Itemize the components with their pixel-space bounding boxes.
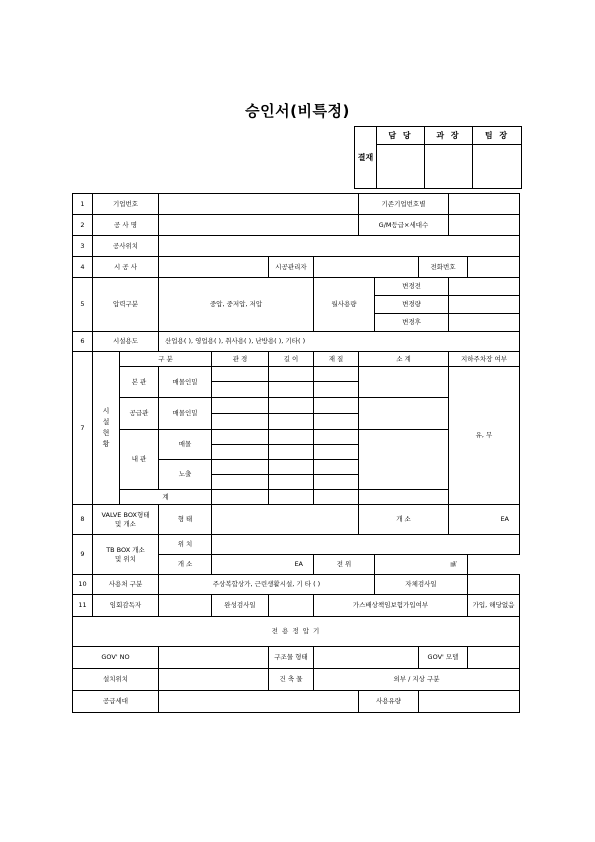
col-header-material: 재 질 <box>314 352 359 367</box>
cell-input[interactable] <box>314 475 359 490</box>
field-label: 전화번호 <box>419 257 468 278</box>
total-diameter[interactable] <box>212 490 269 505</box>
cell-input[interactable] <box>269 398 314 414</box>
field-label: G/M등급×세대수 <box>359 215 449 236</box>
valve-box-count-label: 개 소 <box>359 505 449 535</box>
page-title: 승인서(비특정) <box>245 102 350 120</box>
cell-input[interactable] <box>314 430 359 445</box>
total-material[interactable] <box>314 490 359 505</box>
cell-input[interactable] <box>212 475 269 490</box>
valve-box-count-field[interactable]: EA <box>449 505 520 535</box>
field-label: 임회감독자 <box>93 595 159 617</box>
usage-after-label: 변경후 <box>375 314 449 332</box>
tb-box-location-label: 위 치 <box>159 535 212 555</box>
row-no: 11 <box>73 595 93 617</box>
supply-households-field[interactable] <box>159 691 359 713</box>
project-name-field[interactable] <box>159 215 359 236</box>
cell-input[interactable] <box>269 460 314 475</box>
field-label: 설치위치 <box>73 669 159 691</box>
cell-input[interactable] <box>212 430 269 445</box>
row-no: 1 <box>73 194 93 215</box>
approval-sign-gwajang[interactable] <box>425 145 473 189</box>
row-no: 7 <box>73 352 93 505</box>
field-label: 완성검사일 <box>212 595 269 617</box>
approval-sign-damdang[interactable] <box>377 145 425 189</box>
main-pipe-label: 본 관 <box>120 367 159 398</box>
total-length[interactable] <box>269 490 314 505</box>
field-label: 자체검사일 <box>375 575 468 595</box>
field-label: 시설용도 <box>93 332 159 352</box>
tb-box-count-label: 개 소 <box>159 555 212 575</box>
row-no: 8 <box>73 505 93 535</box>
structure-type-field[interactable] <box>314 647 419 669</box>
cell-input[interactable] <box>314 367 359 382</box>
cell-input[interactable] <box>269 430 314 445</box>
facility-use-options[interactable]: 산업용( ), 영업용( ), 취사용( ), 난방용( ), 기타( ) <box>159 332 520 352</box>
dedicated-governor-header: 전 용 정 압 기 <box>73 617 520 647</box>
col-header-parking: 지하주차장 여부 <box>449 352 520 367</box>
cell-input[interactable] <box>212 367 269 382</box>
facility-status-label: 시 설 현 황 <box>93 352 120 505</box>
approval-form <box>72 193 520 713</box>
potential-field[interactable]: ㎷ <box>375 555 468 575</box>
field-label: 건 축 물 <box>269 669 314 691</box>
gov-model-field[interactable] <box>468 647 520 669</box>
cell-input[interactable] <box>314 382 359 398</box>
pressure-options[interactable]: 중압, 중저압, 저압 <box>159 278 314 332</box>
supply-pipe-label: 공급관 <box>120 398 159 430</box>
gov-no-field[interactable] <box>159 647 269 669</box>
buried-label: 매몰 <box>159 430 212 460</box>
field-label: 기존기업번호별 <box>359 194 449 215</box>
valve-box-type-label: 형 태 <box>159 505 212 535</box>
field-label: 공사위치 <box>93 236 159 257</box>
usage-flow-field[interactable] <box>419 691 520 713</box>
subtotal-supply-pipe[interactable] <box>359 398 449 430</box>
install-location-field[interactable] <box>159 669 269 691</box>
cell-input[interactable] <box>212 445 269 460</box>
project-location-field[interactable] <box>159 236 520 257</box>
col-header-subtotal: 소 계 <box>359 352 449 367</box>
existing-company-no-field[interactable] <box>449 194 520 215</box>
supervisor-field[interactable] <box>159 595 212 617</box>
field-label: GOV' NO <box>73 647 159 669</box>
row-no: 3 <box>73 236 93 257</box>
field-label: 기업번호 <box>93 194 159 215</box>
install-type-options[interactable]: 외부 / 지상 구분 <box>314 669 520 691</box>
field-label: TB BOX 개소 및 위치 <box>93 535 159 575</box>
field-label: 압력구분 <box>93 278 159 332</box>
approval-box <box>354 126 522 189</box>
contractor-field[interactable] <box>159 257 269 278</box>
tb-box-location-field[interactable] <box>212 535 520 555</box>
field-label: 구조물 형태 <box>269 647 314 669</box>
field-label: 시 공 사 <box>93 257 159 278</box>
field-label: VALVE BOX형태 및 개소 <box>93 505 159 535</box>
field-label: 월사용량 <box>314 278 375 332</box>
site-manager-field[interactable] <box>314 257 419 278</box>
usage-change-field[interactable] <box>449 296 520 314</box>
cell-input[interactable] <box>314 414 359 430</box>
phone-field[interactable] <box>468 257 520 278</box>
buried-insulated-label: 매몰인밀 <box>159 367 212 398</box>
field-label: GOV' 모델 <box>419 647 468 669</box>
cell-input[interactable] <box>212 398 269 414</box>
cell-input[interactable] <box>269 414 314 430</box>
row-no: 10 <box>73 575 93 595</box>
row-no: 6 <box>73 332 93 352</box>
parking-yes-no[interactable]: 유, 무 <box>449 367 520 505</box>
approval-col-damdang: 담 당 <box>377 127 425 145</box>
cell-input[interactable] <box>269 475 314 490</box>
self-inspection-date-field[interactable] <box>468 575 520 595</box>
field-label: 가스배상책임보험가입여부 <box>314 595 468 617</box>
col-header-diameter: 관 경 <box>212 352 269 367</box>
row-no: 5 <box>73 278 93 332</box>
approval-col-gwajang: 과 장 <box>425 127 473 145</box>
usage-place-options[interactable]: 주상복합상가, 근린생활시설, 기 타 ( ) <box>159 575 375 595</box>
total-subtotal[interactable] <box>359 490 449 505</box>
approval-col-timjang: 팀 장 <box>473 127 522 145</box>
cell-input[interactable] <box>269 382 314 398</box>
approval-sign-timjang[interactable] <box>473 145 522 189</box>
completion-inspection-date-field[interactable] <box>269 595 314 617</box>
inner-pipe-label: 내 관 <box>120 430 159 490</box>
cell-input[interactable] <box>314 398 359 414</box>
cell-input[interactable] <box>269 367 314 382</box>
usage-before-label: 변경전 <box>375 278 449 296</box>
cell-input[interactable] <box>269 445 314 460</box>
cell-input[interactable] <box>212 382 269 398</box>
valve-box-type-field[interactable] <box>212 505 359 535</box>
usage-after-field[interactable] <box>449 314 520 332</box>
col-header-length: 길 이 <box>269 352 314 367</box>
insurance-options[interactable]: 가입, 해당없음 <box>468 595 520 617</box>
buried-insulated-label: 매몰인밀 <box>159 398 212 430</box>
cell-input[interactable] <box>212 414 269 430</box>
field-label: 공 사 명 <box>93 215 159 236</box>
exposed-label: 노출 <box>159 460 212 490</box>
col-header-category: 구 분 <box>120 352 212 367</box>
cell-input[interactable] <box>314 445 359 460</box>
total-label: 계 <box>120 490 212 505</box>
potential-label: 전 위 <box>314 555 375 575</box>
field-label: 사용처 구분 <box>93 575 159 595</box>
row-no: 9 <box>73 535 93 575</box>
gm-grade-field[interactable] <box>449 215 520 236</box>
usage-change-label: 변경량 <box>375 296 449 314</box>
company-no-field[interactable] <box>159 194 359 215</box>
cell-input[interactable] <box>212 460 269 475</box>
usage-before-field[interactable] <box>449 278 520 296</box>
field-label: 사용유량 <box>359 691 419 713</box>
row-no: 4 <box>73 257 93 278</box>
tb-box-count-field[interactable]: EA <box>212 555 314 575</box>
cell-input[interactable] <box>314 460 359 475</box>
field-label: 시공관리자 <box>269 257 314 278</box>
field-label: 공급세대 <box>73 691 159 713</box>
approval-row-label: 결재 <box>355 127 377 189</box>
row-no: 2 <box>73 215 93 236</box>
subtotal-main-pipe[interactable] <box>359 367 449 398</box>
subtotal-inner-pipe[interactable] <box>359 430 449 490</box>
